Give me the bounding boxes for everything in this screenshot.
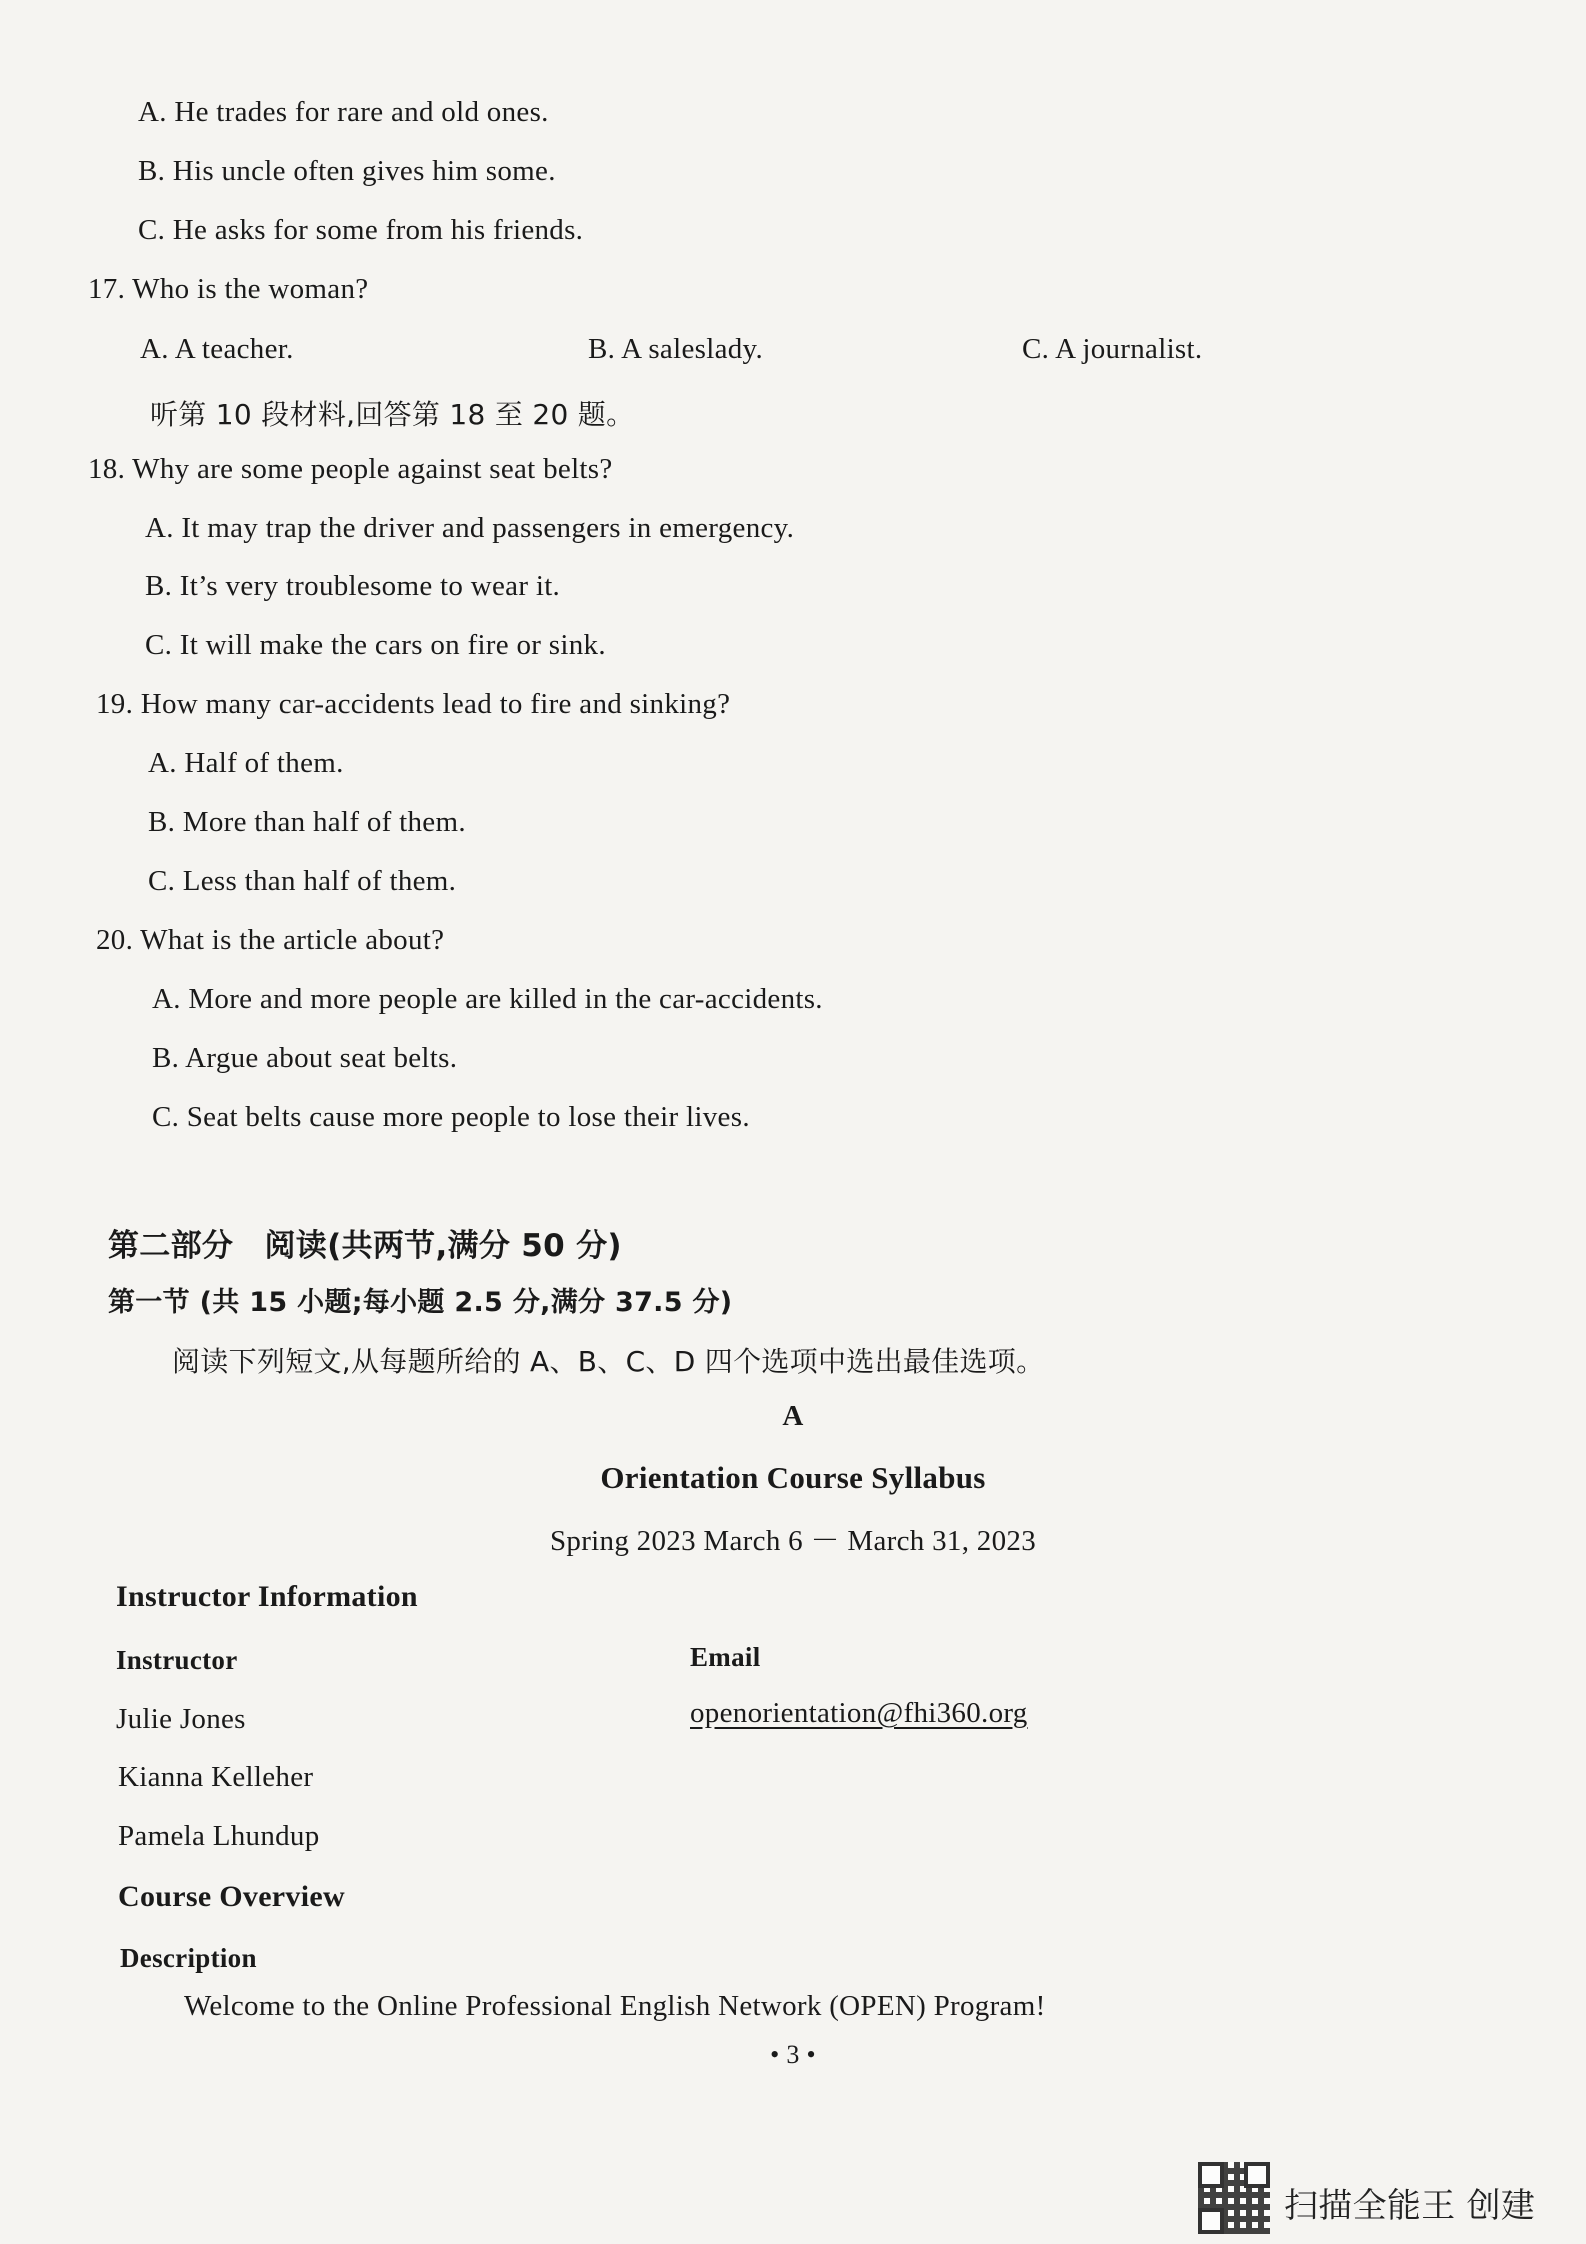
q20-question: 20. What is the article about? xyxy=(96,924,445,956)
q17-option-a: A. A teacher. xyxy=(140,333,294,365)
q20-option-c: C. Seat belts cause more people to lose their lives. xyxy=(152,1101,750,1133)
q20-option-b: B. Argue about seat belts. xyxy=(152,1042,458,1074)
q18-question: 18. Why are some people against seat belts? xyxy=(88,453,613,485)
q18-option-c: C. It will make the cars on fire or sink. xyxy=(145,629,606,661)
instructor-name: Kianna Kelleher xyxy=(118,1761,314,1793)
q17-question: 17. Who is the woman? xyxy=(88,273,369,305)
instructor-label: Instructor xyxy=(116,1645,238,1675)
page-number: • 3 • xyxy=(770,2040,816,2069)
part2-section1: 第一节 (共 15 小题;每小题 2.5 分,满分 37.5 分) xyxy=(108,1287,733,1318)
course-overview-heading: Course Overview xyxy=(118,1880,345,1913)
qr-code-icon xyxy=(1198,2162,1270,2234)
q17-option-c: C. A journalist. xyxy=(1022,333,1203,365)
q19-question: 19. How many car-accidents lead to fire and sinking? xyxy=(96,688,731,720)
q17-option-b: B. A saleslady. xyxy=(588,333,764,365)
q16-option-a: A. He trades for rare and old ones. xyxy=(138,96,549,128)
q18-option-b: B. It’s very troublesome to wear it. xyxy=(145,570,561,602)
q18-option-a: A. It may trap the driver and passengers in emergency. xyxy=(145,512,795,544)
email-label: Email xyxy=(690,1642,761,1672)
scanner-watermark: 扫描全能王 创建 xyxy=(1284,2186,1536,2226)
passage-title: Orientation Course Syllabus xyxy=(600,1460,986,1495)
description-label: Description xyxy=(120,1943,257,1973)
q16-option-b: B. His uncle often gives him some. xyxy=(138,155,556,187)
instructor-name: Julie Jones xyxy=(116,1703,246,1735)
instructor-name: Pamela Lhundup xyxy=(118,1820,320,1852)
instructor-info-heading: Instructor Information xyxy=(116,1580,418,1613)
q16-option-c: C. He asks for some from his friends. xyxy=(138,214,584,246)
part2-heading: 第二部分 阅读(共两节,满分 50 分) xyxy=(108,1228,622,1264)
q20-option-a: A. More and more people are killed in the car-accidents. xyxy=(152,983,823,1015)
instructor-email-link[interactable]: openorientation@fhi360.org xyxy=(690,1697,1028,1729)
q19-option-c: C. Less than half of them. xyxy=(148,865,457,897)
listening-instruction-10: 听第 10 段材料,回答第 18 至 20 题。 xyxy=(150,398,635,431)
passage-letter: A xyxy=(782,1400,804,1432)
q19-option-a: A. Half of them. xyxy=(148,747,344,779)
passage-dates: Spring 2023 March 6 － March 31, 2023 xyxy=(549,1525,1036,1557)
part2-instruction: 阅读下列短文,从每题所给的 A、B、C、D 四个选项中选出最佳选项。 xyxy=(172,1345,1045,1378)
welcome-text: Welcome to the Online Professional English Network (OPEN) Program! xyxy=(184,1990,1046,2022)
q19-option-b: B. More than half of them. xyxy=(148,806,466,838)
